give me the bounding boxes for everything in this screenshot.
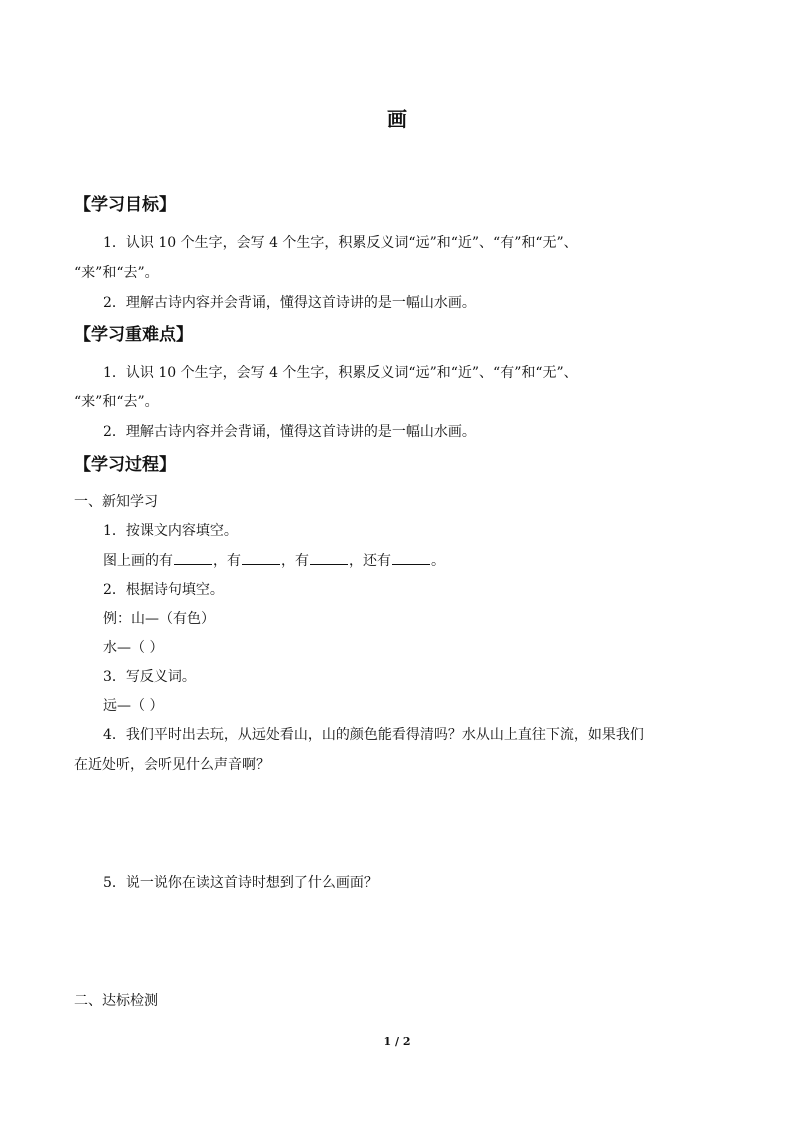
question-3-blank: 远—（ ）	[103, 698, 164, 714]
section-heading-goals: 【学习目标】	[74, 195, 176, 215]
fill-text-3: ，有	[281, 553, 309, 569]
question-5: 5．说一说你在读这首诗时想到了什么画面？	[103, 875, 378, 891]
fill-blank-2[interactable]	[242, 550, 280, 565]
page-title: 画	[387, 107, 407, 131]
fill-text-5: 。	[431, 553, 445, 569]
question-2: 2．根据诗句填空。	[103, 582, 224, 598]
fill-blank-1[interactable]	[174, 550, 212, 565]
part2-title: 二、达标检测	[74, 993, 158, 1009]
section-heading-process: 【学习过程】	[74, 455, 176, 475]
question-1-fill-line	[103, 550, 445, 570]
question-2-blank: 水—（ ）	[103, 640, 164, 656]
question-4-line-2: 在近处听，会听见什么声音啊？	[74, 757, 270, 773]
fill-text-1: 图上画的有	[103, 553, 173, 569]
fill-blank-3[interactable]	[310, 550, 348, 565]
fill-blank-4[interactable]	[392, 550, 430, 565]
part1-title: 一、新知学习	[74, 494, 158, 510]
page-number: 1 / 2	[383, 1035, 411, 1048]
question-3: 3．写反义词。	[103, 669, 196, 685]
key-points-item-1-line-2: “来”和“去”。	[74, 394, 159, 410]
fill-text-2: ，有	[213, 553, 241, 569]
question-1: 1．按课文内容填空。	[103, 523, 238, 539]
key-points-item-1-line-1: 1．认识 10 个生字，会写 4 个生字，积累反义词“远”和“近”、“有”和“无”、	[103, 365, 578, 381]
goals-item-1-line-2: “来”和“去”。	[74, 265, 159, 281]
fill-text-4: ，还有	[349, 553, 391, 569]
key-points-item-2: 2．理解古诗内容并会背诵，懂得这首诗讲的是一幅山水画。	[103, 424, 476, 440]
section-heading-key-points: 【学习重难点】	[74, 325, 193, 345]
question-2-example: 例：山—（有色）	[103, 611, 215, 627]
goals-item-2: 2．理解古诗内容并会背诵，懂得这首诗讲的是一幅山水画。	[103, 295, 476, 311]
question-4-line-1: 4．我们平时出去玩，从远处看山，山的颜色能看得清吗？水从山上直往下流，如果我们	[103, 727, 644, 743]
goals-item-1-line-1: 1．认识 10 个生字，会写 4 个生字，积累反义词“远”和“近”、“有”和“无”、	[103, 235, 578, 251]
